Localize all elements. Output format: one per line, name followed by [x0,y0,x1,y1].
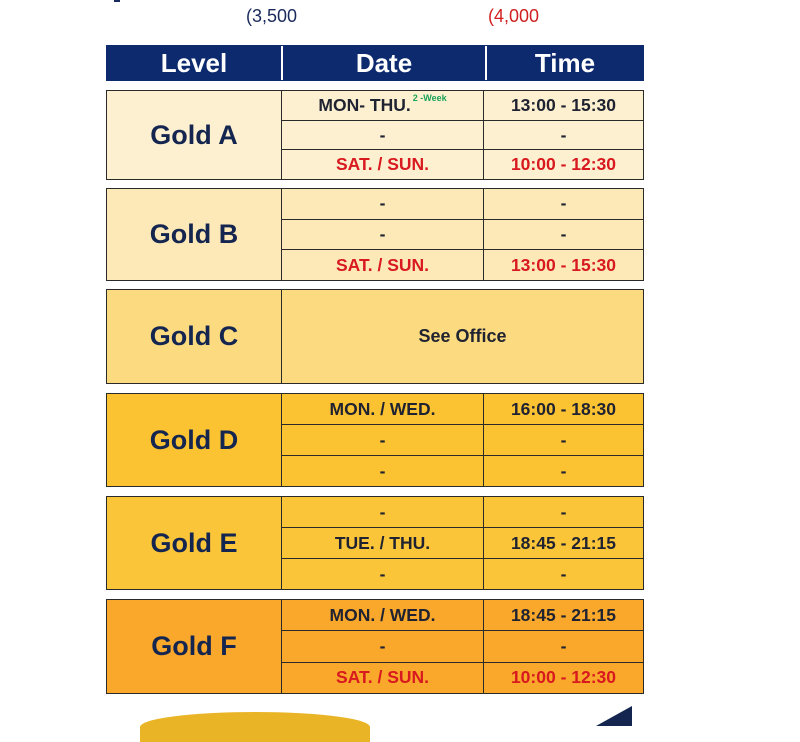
schedule-row [282,220,643,251]
level-name: Gold E [107,497,282,589]
time-cell: - [560,224,567,244]
schedule-row [282,528,643,559]
header-date: Date [283,46,487,80]
date-cell: SAT. / SUN. [282,150,484,179]
time-cell: - [560,429,567,450]
level-name: Gold B [107,189,282,280]
time-cell: 10:00 - 12:30 [510,154,617,175]
time-cell: 13:00 - 15:30 [510,254,617,275]
date-cell: - [282,189,484,219]
schedule-row [282,497,643,528]
schedule-row [282,150,643,179]
header-level: Level [107,46,283,80]
date-cell: - [282,631,484,661]
time-cell: - [560,635,567,656]
level-block-gold-c [106,289,644,384]
schedule-row [282,91,643,121]
date-text: MON- THU. [318,94,411,115]
level-name: Gold D [107,394,282,486]
cropped-text-fragment [114,0,120,2]
date-cell: - [282,456,484,486]
time-cell: 18:45 - 21:15 [510,532,617,553]
date-cell: - [282,425,484,455]
cropped-arrow-icon [596,706,632,726]
date-cell: - [282,497,484,527]
level-name: Gold F [107,600,282,693]
schedule-header [106,45,644,81]
schedule-row [282,559,643,589]
date-cell: MON. / WED. [282,600,484,630]
schedule-row [282,631,643,662]
schedule-row [282,663,643,693]
time-cell: - [560,563,567,584]
time-cell: - [560,124,567,145]
date-cell: MON. / WED. [282,394,484,424]
schedule-row [282,600,643,631]
time-cell: 16:00 - 18:30 [510,398,617,419]
date-cell: SAT. / SUN. [282,250,484,280]
schedule-row [282,456,643,486]
level-block-gold-d [106,393,644,487]
schedule-row [282,121,643,151]
level-block-gold-e [106,496,644,590]
time-cell: - [560,460,567,481]
level-block-gold-f [106,599,644,694]
level-name: Gold A [107,91,282,179]
level-name: Gold C [107,290,282,383]
two-week-note: 2 -Week [412,93,447,104]
schedule-row [282,394,643,425]
date-cell: - [282,220,484,250]
price-right: (4,000 [488,6,540,26]
time-cell: - [560,193,567,214]
date-cell: TUE. / THU. [282,528,484,558]
cropped-logo-fragment [140,712,370,742]
date-cell: SAT. / SUN. [282,663,484,693]
schedule-row [282,425,643,456]
level-block-gold-a [106,90,644,180]
level-block-gold-b [106,188,644,281]
date-cell: - [282,559,484,589]
date-cell [282,91,484,120]
price-left: (3,500 [246,6,298,26]
schedule-row [282,250,643,280]
time-cell: 13:00 - 15:30 [510,94,617,115]
time-cell: 10:00 - 12:30 [510,667,617,688]
see-office-text: See Office [418,326,507,346]
header-time: Time [534,47,596,78]
date-cell: - [282,121,484,150]
time-cell: - [560,501,567,522]
time-cell: 18:45 - 21:15 [510,604,617,625]
schedule-row [282,189,643,220]
